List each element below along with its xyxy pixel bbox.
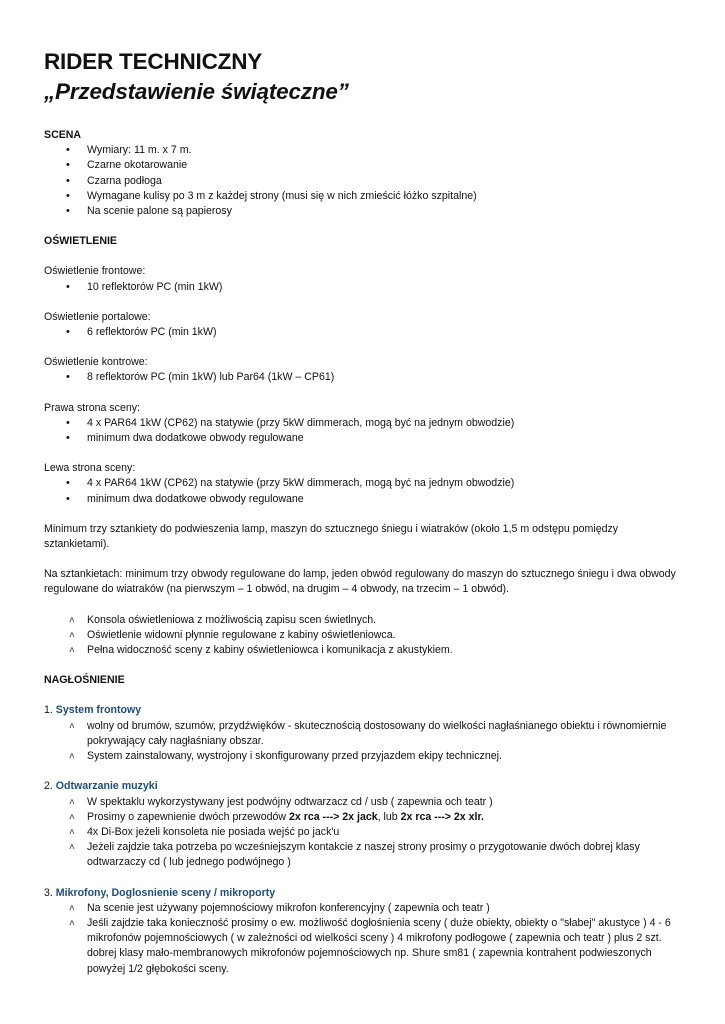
mikrofony-list [44,901,684,977]
document-subtitle: „Przedstawienie świąteczne” [44,79,349,104]
list-item: • 10 reflektorów PC (min 1kW) [44,280,684,295]
list-item: • 8 reflektorów PC (min 1kW) lub Par64 (1kW – CP61) [44,370,684,385]
list-item: • Czarna podłoga [44,174,684,189]
list-item: • 6 reflektorów PC (min 1kW) [44,325,684,340]
document-page [44,48,684,977]
subsection-label-prawa: Prawa strona sceny: [44,401,140,414]
subsection-mikrofony: 3. Mikrofony, Doglosnienie sceny / mikroporty [44,886,276,899]
list-item: • Na scenie palone są papierosy [44,204,684,219]
triangle-bullet-icon: ˄ [69,614,75,626]
subsection-label-frontowe: Oświetlenie frontowe: [44,265,146,278]
list-item: • Czarne okotarowanie [44,158,684,173]
list-item: ˄ Oświetlenie widowni płynnie regulowane z kabiny oświetleniowca. [44,628,684,643]
paragraph-obwody: Na sztankietach: minimum trzy obwody regulowane do lamp, jeden obwód regulowany do maszyn do sztucznego śniegu i dwa obwody regulowane do wiatraków (na pierwszym – 1 obwód, na drugim – 4 obwody, na trzecim – 1 obwód). [44,568,676,596]
triangle-bullet-icon: ˄ [69,629,75,641]
prawa-list [44,416,684,446]
subsection-label-lewa: Lewa strona sceny: [44,462,136,475]
list-item: ˄ Prosimy o zapewnienie dwóch przewodów 2x rca ---> 2x jack, lub 2x rca ---> 2x xlr. [44,810,684,825]
list-item: ˄ W spektaklu wykorzystywany jest podwójny odtwarzacz cd / usb ( zapewnia och teatr ) [44,795,684,810]
subsection-system-frontowy: 1. System frontowy [44,704,142,717]
triangle-bullet-icon: ˄ [69,917,75,929]
section-heading-oswietlenie: OŚWIETLENIE [44,235,117,248]
scena-list [44,143,684,219]
triangle-bullet-icon: ˄ [69,796,75,808]
list-item: ˄ Jeśli zajdzie taka konieczność prosimy o ew. możliwość dogłośnienia sceny ( duże obiekty, obiekty o "słabej" akustyce ) 4 - 6 mikrofonów pojemnościowych ( w zależności od wielkości sceny ) 4 mikrofony podłogowe ( zapewnia och teatr ) plus 2 szt. dobrej klasy mało-membranowych mikrofonów pojemnościowych np. Shure sm81 ( zapewnia kontrahent podwieszonych powyżej 1/2 głębokości sceny. [69,916,671,975]
oswietlenie-extra-list [44,613,684,659]
lewa-list [44,476,684,506]
section-heading-naglosnienie: NAGŁOŚNIENIE [44,674,125,687]
triangle-bullet-icon: ˄ [69,902,75,914]
portalowe-list [44,325,684,340]
system-frontowy-list [44,719,684,765]
list-item: • minimum dwa dodatkowe obwody regulowane [44,431,684,446]
list-item: ˄ Na scenie jest używany pojemnościowy mikrofon konferencyjny ( zapewnia och teatr ) [44,901,684,916]
triangle-bullet-icon: ˄ [69,842,75,854]
odtwarzanie-list [44,795,684,871]
triangle-bullet-icon: ˄ [69,645,75,657]
subsection-odtwarzanie-muzyki: 2. Odtwarzanie muzyki [44,780,158,793]
paragraph-sztankiety: Minimum trzy sztankiety do podwieszenia lamp, maszyn do sztucznego śniegu i wiatraków (około 1,5 m odstępu pomiędzy sztankietami). [44,522,619,551]
list-item: • 4 x PAR64 1kW (CP62) na statywie (przy 5kW dimmerach, mogą być na jednym obwodzie) [44,416,684,431]
triangle-bullet-icon: ˄ [69,720,75,732]
triangle-bullet-icon: ˄ [69,811,75,823]
section-heading-scena: SCENA [44,129,82,141]
document-title: RIDER TECHNICZNY [44,49,263,74]
subsection-label-kontrowe: Oświetlenie kontrowe: [44,356,148,369]
list-item: ˄ wolny od brumów, szumów, przydźwięków - skutecznością dostosowany do wielkości nagłaśnianego obiektu i równomiernie pokrywający cały nagłaśniany obszar. [69,719,667,747]
frontowe-list [44,280,684,295]
list-item: • minimum dwa dodatkowe obwody regulowane [44,492,684,507]
list-item: • 4 x PAR64 1kW (CP62) na statywie (przy 5kW dimmerach, mogą być na jednym obwodzie) [44,476,684,491]
list-item: • Wymiary: 11 m. x 7 m. [44,143,684,158]
list-item: ˄ System zainstalowany, wystrojony i skonfigurowany przed przyjazdem ekipy technicznej. [44,749,684,764]
list-item: • Wymagane kulisy po 3 m z każdej strony (musi się w nich zmieścić łóżko szpitalne) [44,189,684,204]
triangle-bullet-icon: ˄ [69,826,75,838]
list-item: ˄ Jeżeli zajdzie taka potrzeba po wcześniejszym kontakcie z naszej strony prosimy o przygotowanie dwóch dobrej klasy odtwarzaczy cd ( lub jednego podwójnego ) [69,841,640,869]
list-item: ˄ Konsola oświetleniowa z możliwością zapisu scen świetlnych. [44,613,684,628]
triangle-bullet-icon: ˄ [69,751,75,763]
kontrowe-list [44,370,684,385]
list-item: ˄ Pełna widoczność sceny z kabiny oświetleniowca i komunikacja z akustykiem. [44,643,684,658]
subsection-label-portalowe: Oświetlenie portalowe: [44,310,151,323]
list-item: ˄ 4x Di-Box jeżeli konsoleta nie posiada wejść po jack'u [44,825,684,840]
